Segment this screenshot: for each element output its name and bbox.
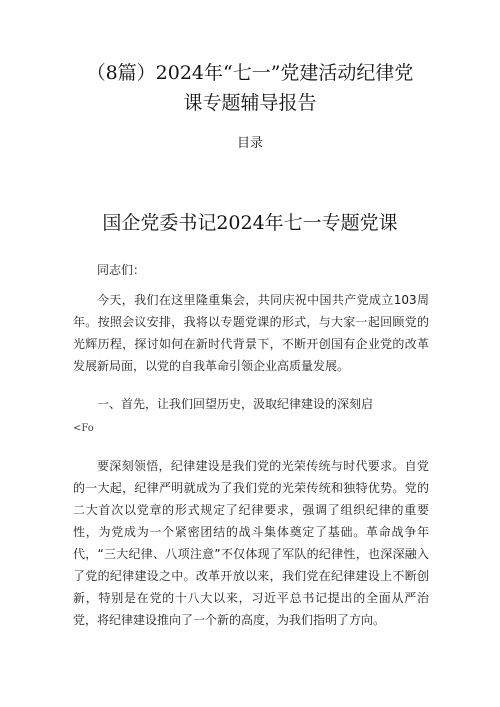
toc-heading: 目录 bbox=[236, 136, 263, 151]
paragraph-intro: 今天，我们在这里隆重集会，共同庆祝中国共产党成立103周年。按照会议安排，我将以专题党课的形式，与大家一起回顾党的光辉历程，探讨如何在新时代背景下，不断开创国有企业党的改革发展新局面，以党的自我革命引领企业高质量发展。 bbox=[73, 293, 429, 373]
title-line-1: （8篇）2024年“七一”党建活动纪律党 bbox=[86, 62, 414, 84]
title-line-2: 课专题辅导报告 bbox=[183, 92, 317, 114]
paragraph-discipline: 要深刻领悟，纪律建设是我们党的光荣传统与时代要求。自党的一大起，纪律严明就成为了我们党的光荣传统和独特优势。党的二大首次以党章的形式规定了纪律要求，强调了组织纪律的重要性，为党成为一个紧密团结的战斗集体奠定了基础。革命战争年代，“三大纪律、八项注意”不仅体现了军队的纪律性，也深深融入了党的纪律建设之中。改革开放以来，我们党在纪律建设上不断创新，特别是在党的十八大以来，习近平总书记提出的全面从严治党，将纪律建设推向了一个新的高度，为我们指明了方向。 bbox=[73, 459, 429, 627]
salutation: 同志们： bbox=[97, 263, 146, 277]
document-title bbox=[60, 58, 440, 118]
section-heading-1: 一、首先，让我们回望历史，汲取纪律建设的深刻启 bbox=[97, 397, 374, 411]
section-title: 国企党委书记2024年七一专题党课 bbox=[102, 212, 398, 234]
text-fragment: <Fo bbox=[73, 423, 94, 434]
